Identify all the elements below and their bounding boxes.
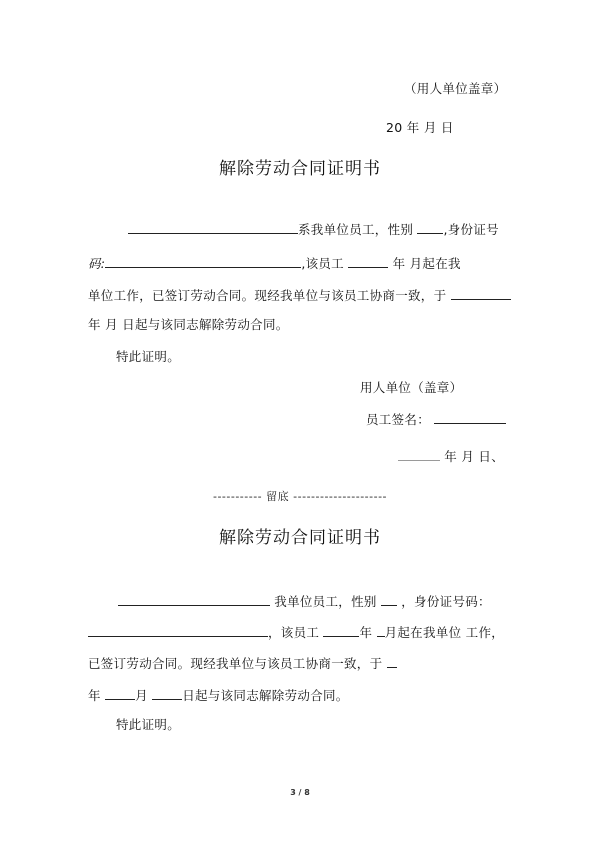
cert2-line-1 (118, 593, 491, 610)
employer-seal-label: 用人单位（盖章） (360, 380, 463, 395)
cert1-line2-mid: ,该员工 (301, 256, 344, 271)
id-number-blank (105, 255, 301, 268)
date-blank (398, 448, 440, 461)
cert1-note: 特此证明。 (116, 349, 181, 364)
signature-blank (434, 411, 506, 424)
cert1-line1-tail: ,身份证号 (443, 222, 499, 237)
cert2-line1-text: 我单位员工，性别 (274, 594, 377, 609)
cert1-line3-text: 单位工作，已签订劳动合同。现经我单位与该员工协商一致，于 (88, 288, 447, 303)
header-date-line: 20 年 月 日 (386, 120, 454, 135)
cert2-note: 特此证明。 (116, 717, 181, 732)
cert2-line-4 (88, 687, 349, 704)
cert2-line4-year: 年 (88, 688, 101, 703)
end-year-blank (105, 687, 135, 700)
cert2-line2-year: 年 (359, 625, 373, 640)
cert2-line-3 (88, 655, 397, 672)
divider-right-dashes: --------------------- (293, 490, 388, 503)
cert1-date-line (398, 448, 504, 465)
signature-line (366, 411, 506, 428)
certificate-title-copy: 解除劳动合同证明书 (219, 528, 381, 548)
end-month-blank (152, 687, 182, 700)
cert1-line-2 (88, 255, 461, 272)
termination-date-blank (451, 287, 511, 300)
id-number-blank-copy (88, 624, 268, 637)
cert2-line1-tail: ，身份证号码： (401, 594, 491, 609)
cert2-line4-month: 月 (135, 688, 148, 703)
cert2-line2-tail: 月起在我单位 工作， (384, 625, 505, 640)
retained-copy-divider (0, 488, 600, 504)
cert1-line-4: 年 月 日起与该同志解除劳动合同。 (88, 317, 289, 332)
cert2-line3-text: 已签订劳动合同。现经我单位与该员工协商一致，于 (88, 656, 383, 671)
cert2-line-2 (88, 624, 504, 641)
gender-blank (417, 221, 443, 234)
seal-note: （用人单位盖章） (404, 81, 507, 96)
cert2-line4-tail: 日起与该同志解除劳动合同。 (182, 688, 349, 703)
cert2-line2-mid: ，该员工 (268, 625, 320, 640)
signature-label: 员工签名： (366, 412, 431, 427)
cert1-line1-text: 系我单位员工，性别 (298, 222, 414, 237)
divider-label: 留底 (266, 490, 290, 503)
cert1-line2-tail: 年 月起在我 (392, 256, 461, 271)
divider-left-dashes: ----------- (212, 490, 263, 503)
page-number: 3 / 8 (290, 788, 310, 797)
start-year-blank-copy (323, 624, 359, 637)
certificate-title: 解除劳动合同证明书 (219, 159, 381, 179)
start-year-blank (348, 255, 388, 268)
cert1-date: 年 月 日、 (444, 449, 505, 464)
start-month-blank-copy (377, 624, 385, 637)
name-blank (128, 221, 298, 234)
name-blank-copy (118, 593, 270, 606)
cert1-line-3 (88, 287, 511, 304)
termination-date-blank-copy (387, 655, 397, 668)
gender-blank-copy (381, 593, 397, 606)
cert1-line2-head: 码: (88, 256, 106, 271)
cert1-line-1 (128, 221, 499, 238)
